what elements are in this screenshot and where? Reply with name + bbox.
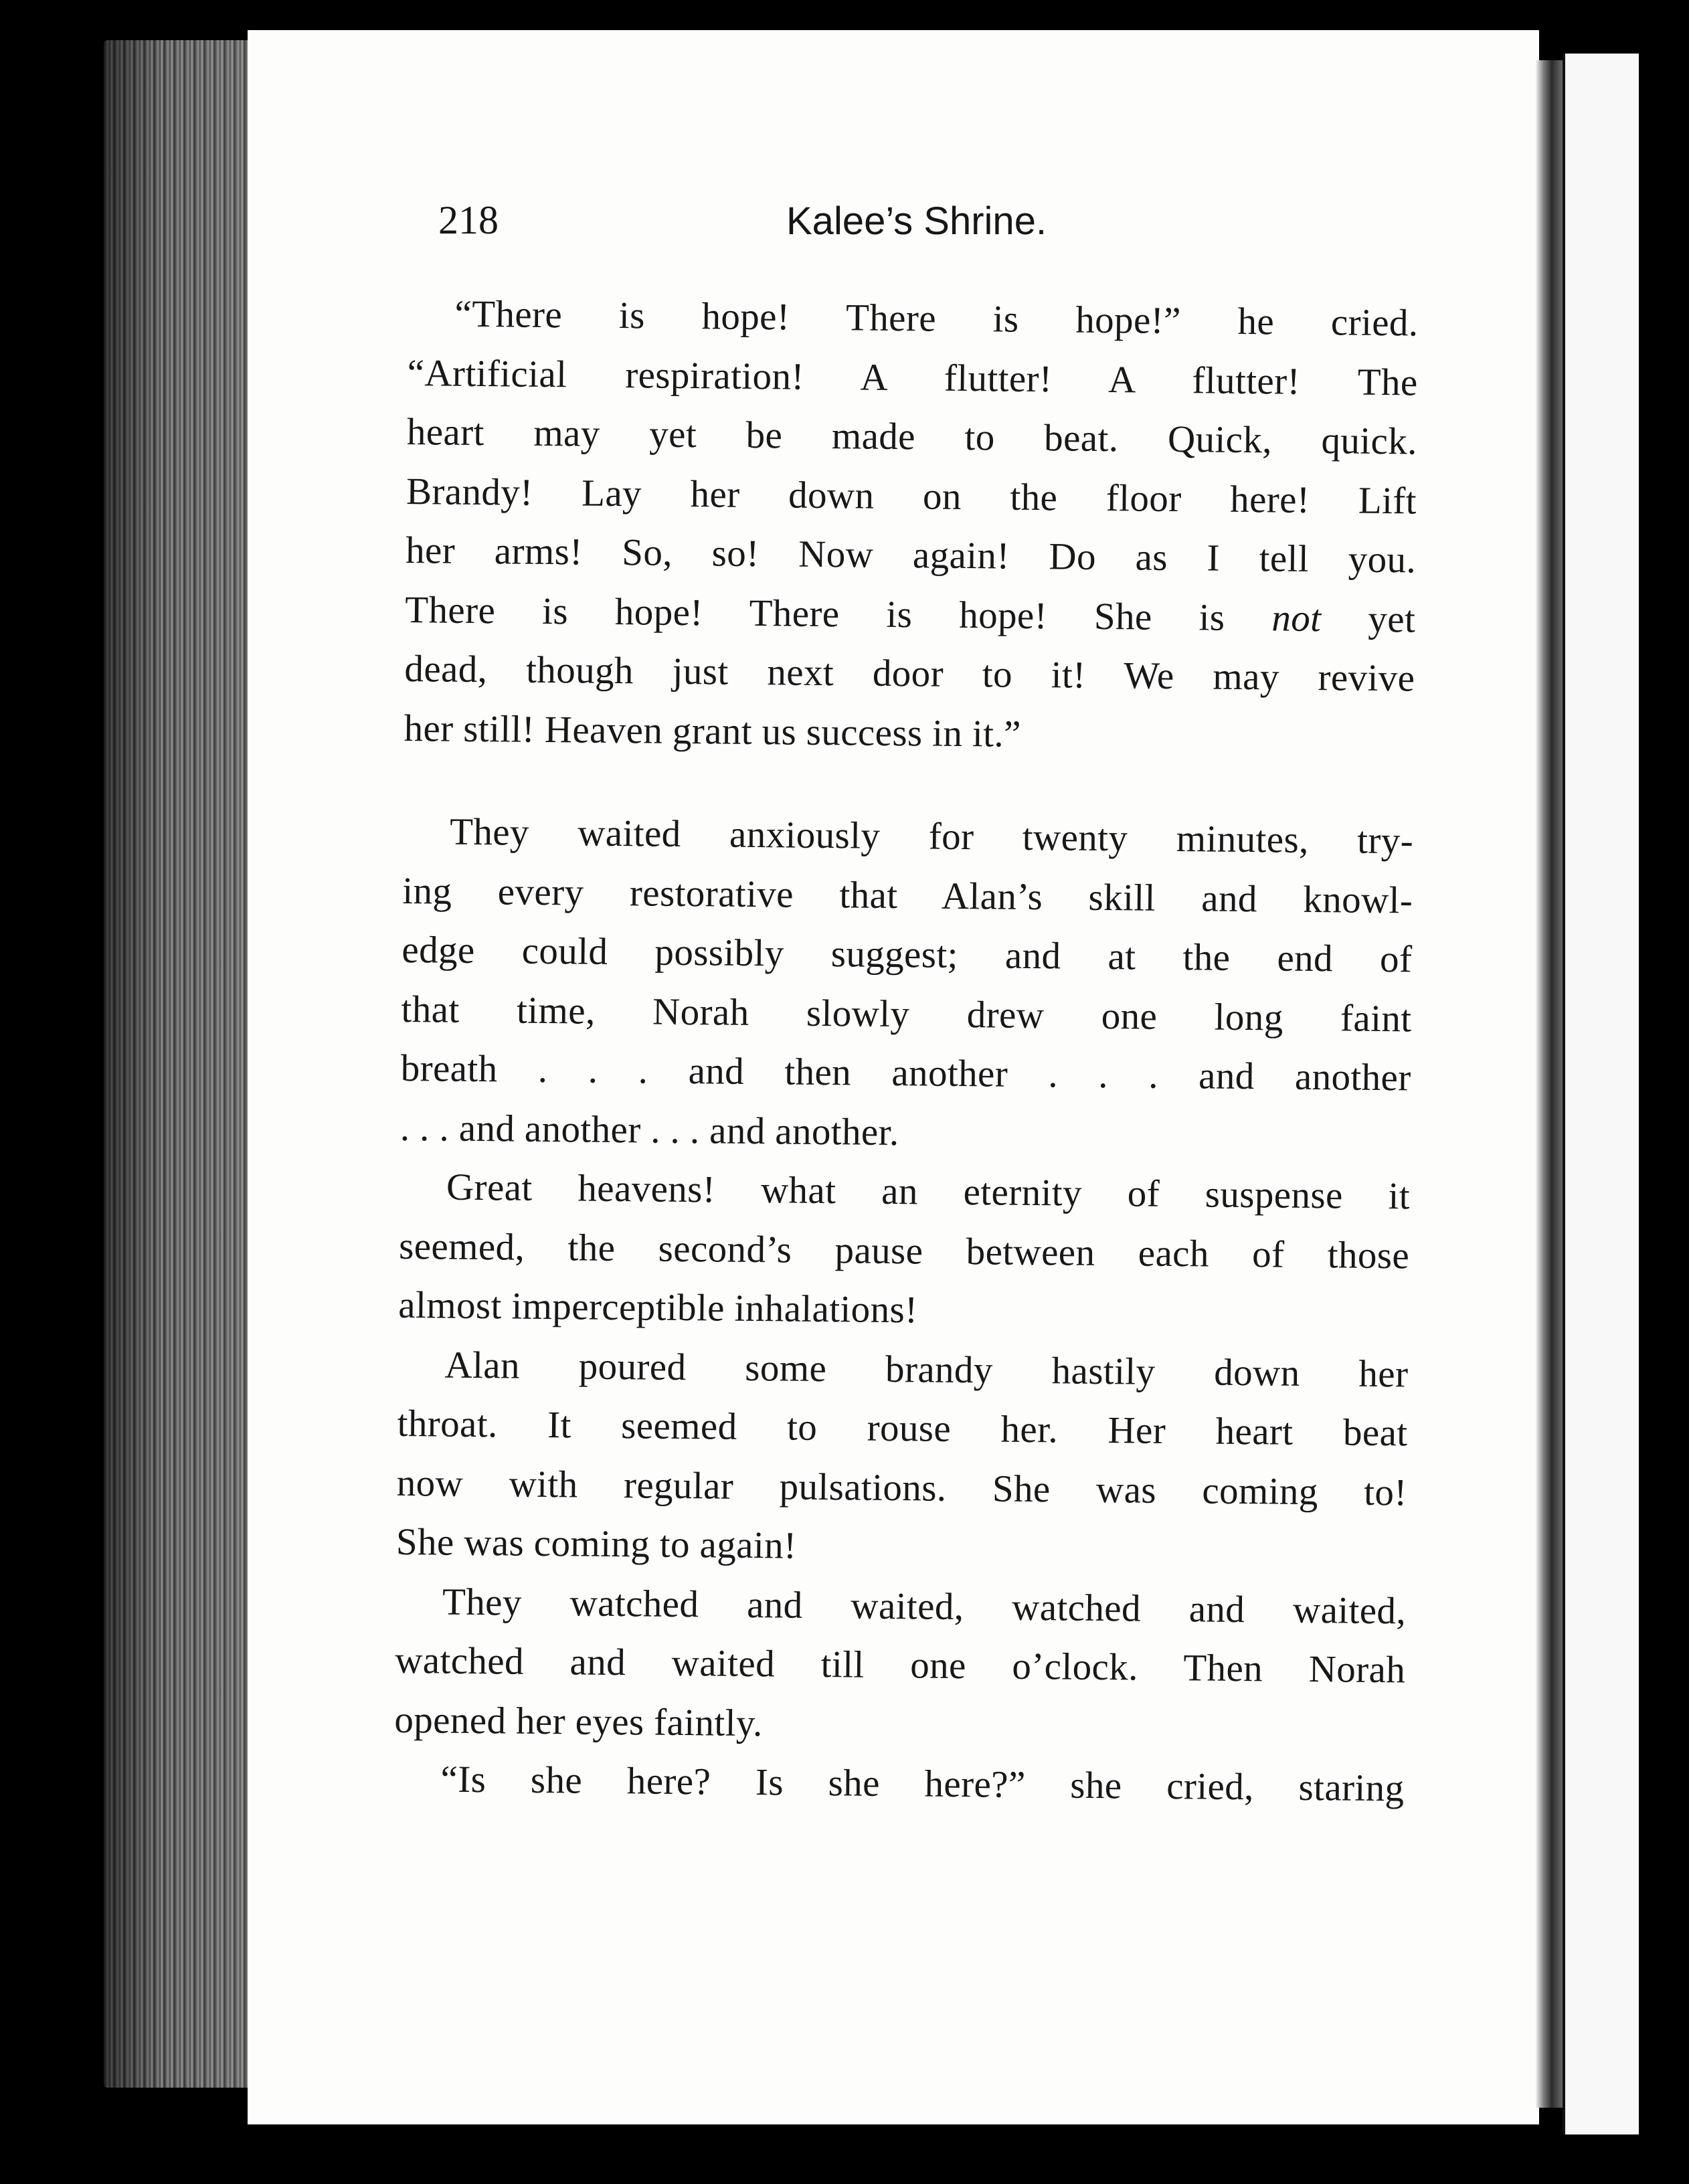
running-title: Kalee’s Shrine. <box>786 199 1047 243</box>
text-line: her still! Heaven grant us success in it.” <box>404 707 1022 755</box>
text-line: Great heavens! what an eternity of suspense it <box>446 1166 1411 1218</box>
text-line: almost imperceptible inhalations! <box>398 1283 918 1332</box>
page-header <box>438 197 1442 258</box>
text-line: “Artificial respiration! A flutter! A flutter! The <box>407 351 1418 403</box>
text-line: Brandy! Lay her down on the floor here! Lift <box>406 470 1417 522</box>
text-line: breath . . . and then another . . . and another <box>400 1046 1411 1099</box>
text-line: . . . and another . . . and another. <box>399 1106 899 1154</box>
text-line: her arms! So, so! Now again! Do as I tell you. <box>405 529 1417 581</box>
text-line: throat. It seemed to rouse her. Her heart beat <box>397 1402 1408 1455</box>
text-line: now with regular pulsations. She was coming to! <box>396 1461 1408 1514</box>
text-segment: There is hope! There is hope! She is <box>405 588 1225 639</box>
text-line: “Is she here? Is she here?” she cried, staring <box>440 1758 1405 1810</box>
text-line: watched and waited till one o’clock. Then Norah <box>394 1639 1406 1692</box>
text-line: edge could possibly suggest; and at the end of <box>402 928 1413 981</box>
book-gutter <box>1536 60 1563 2108</box>
text-line: They waited anxiously for twenty minutes, try- <box>449 810 1414 862</box>
text-segment: yet <box>1368 598 1416 640</box>
body-text <box>393 284 1419 1819</box>
text-line: They watched and waited, watched and waited, <box>442 1580 1407 1632</box>
text-line: heart may yet be made to beat. Quick, quick. <box>406 410 1418 463</box>
text-line: that time, Norah slowly drew one long faint <box>401 988 1412 1040</box>
text-line: “There is hope! There is hope!” he cried. <box>454 292 1419 345</box>
emphasis-not: not <box>1271 596 1322 640</box>
text-line: dead, though just next door to it! We may revive <box>404 647 1415 700</box>
text-line: Alan poured some brandy hastily down her <box>444 1344 1409 1395</box>
text-line: She was coming to again! <box>395 1520 797 1567</box>
facing-page-edge <box>1563 54 1639 2134</box>
book-page-edges <box>104 40 254 2088</box>
text-line: ing every restorative that Alan’s skill and knowl- <box>402 869 1413 921</box>
text-line: opened her eyes faintly. <box>394 1698 764 1744</box>
text-line: seemed, the second’s pause between each of those <box>398 1224 1410 1277</box>
page-number: 218 <box>438 198 499 242</box>
text-line-with-emphasis <box>405 580 1416 649</box>
